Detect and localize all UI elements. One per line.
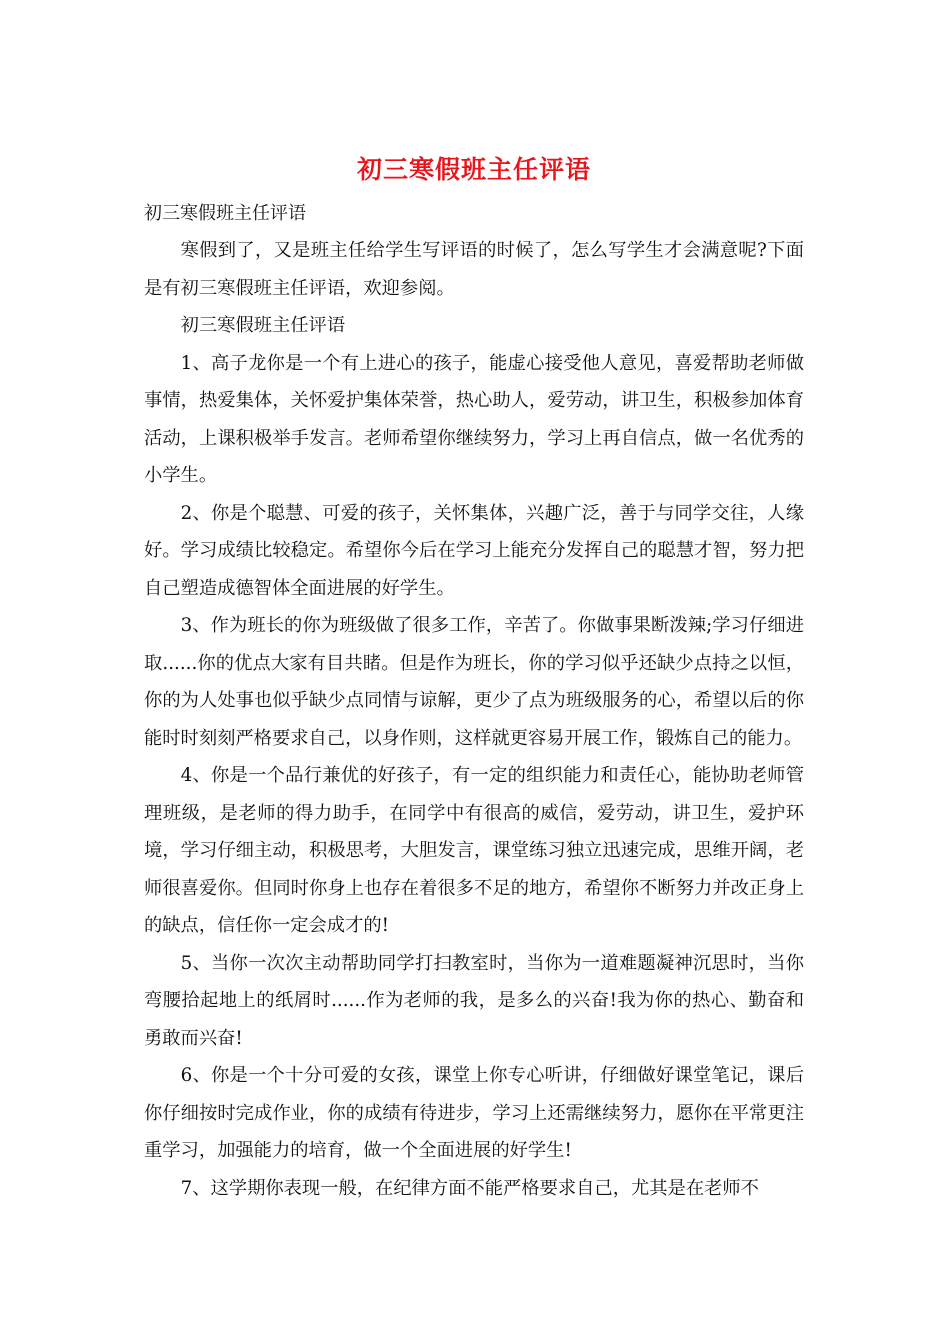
comment-paragraph: 4、你是一个品行兼优的好孩子，有一定的组织能力和责任心，能协助老师管理班级，是老师的得力助手，在同学中有很高的威信，爱劳动，讲卫生，爱护环境，学习仔细主动，积极思考，大胆发言，课堂练习独立迅速完成，思维开阔，老师很喜爱你。但同时你身上也存在着很多不足的地方，希望你不断努力并改正身上的缺点，信任你一定会成才的! (144, 765, 804, 936)
comment-paragraph: 6、你是一个十分可爱的女孩，课堂上你专心听讲，仔细做好课堂笔记，课后你仔细按时完成作业，你的成绩有待进步，学习上还需继续努力，愿你在平常更注重学习，加强能力的培育，做一个全面进展的好学生! (144, 1065, 804, 1161)
comment-paragraph: 2、你是个聪慧、可爱的孩子，关怀集体，兴趣广泛，善于与同学交往，人缘好。学习成绩比较稳定。希望你今后在学习上能充分发挥自己的聪慧才智，努力把自己塑造成德智体全面进展的好学生。 (144, 502, 804, 599)
document-title: 初三寒假班主任评语 (356, 155, 591, 184)
comment-paragraph: 3、作为班长的你为班级做了很多工作，辛苦了。你做事果断泼辣;学习仔细进取......你的优点大家有目共睹。但是作为班长，你的学习似乎还缺少点持之以恒，你的为人处事也似乎缺少点同情与谅解，更少了点为班级服务的心，希望以后的你能时时刻刻严格要求自己，以身作则，这样就更容易开展工作，锻炼自己的能力。 (144, 615, 804, 749)
document-page (144, 150, 804, 1207)
comment-paragraph: 7、这学期你表现一般，在纪律方面不能严格要求自己，尤其是在老师不 (180, 1177, 759, 1199)
intro-paragraph: 寒假到了，又是班主任给学生写评语的时候了，怎么写学生才会满意呢?下面是有初三寒假班主任评语，欢迎参阅。 (144, 240, 804, 299)
comment-paragraph: 5、当你一次次主动帮助同学打扫教室时，当你为一道难题凝神沉思时，当你弯腰拾起地上的纸屑时......作为老师的我，是多么的兴奋!我为你的热心、勤奋和勇敢而兴奋! (144, 952, 804, 1049)
section-heading: 初三寒假班主任评语 (180, 315, 346, 336)
comment-paragraph: 1、高子龙你是一个有上进心的孩子，能虚心接受他人意见，喜爱帮助老师做事情，热爱集体，关怀爱护集体荣誉，热心助人，爱劳动，讲卫生，积极参加体育活动，上课积极举手发言。老师希望你继续努力，学习上再自信点，做一名优秀的小学生。 (144, 352, 804, 486)
document-subtitle: 初三寒假班主任评语 (144, 203, 306, 224)
